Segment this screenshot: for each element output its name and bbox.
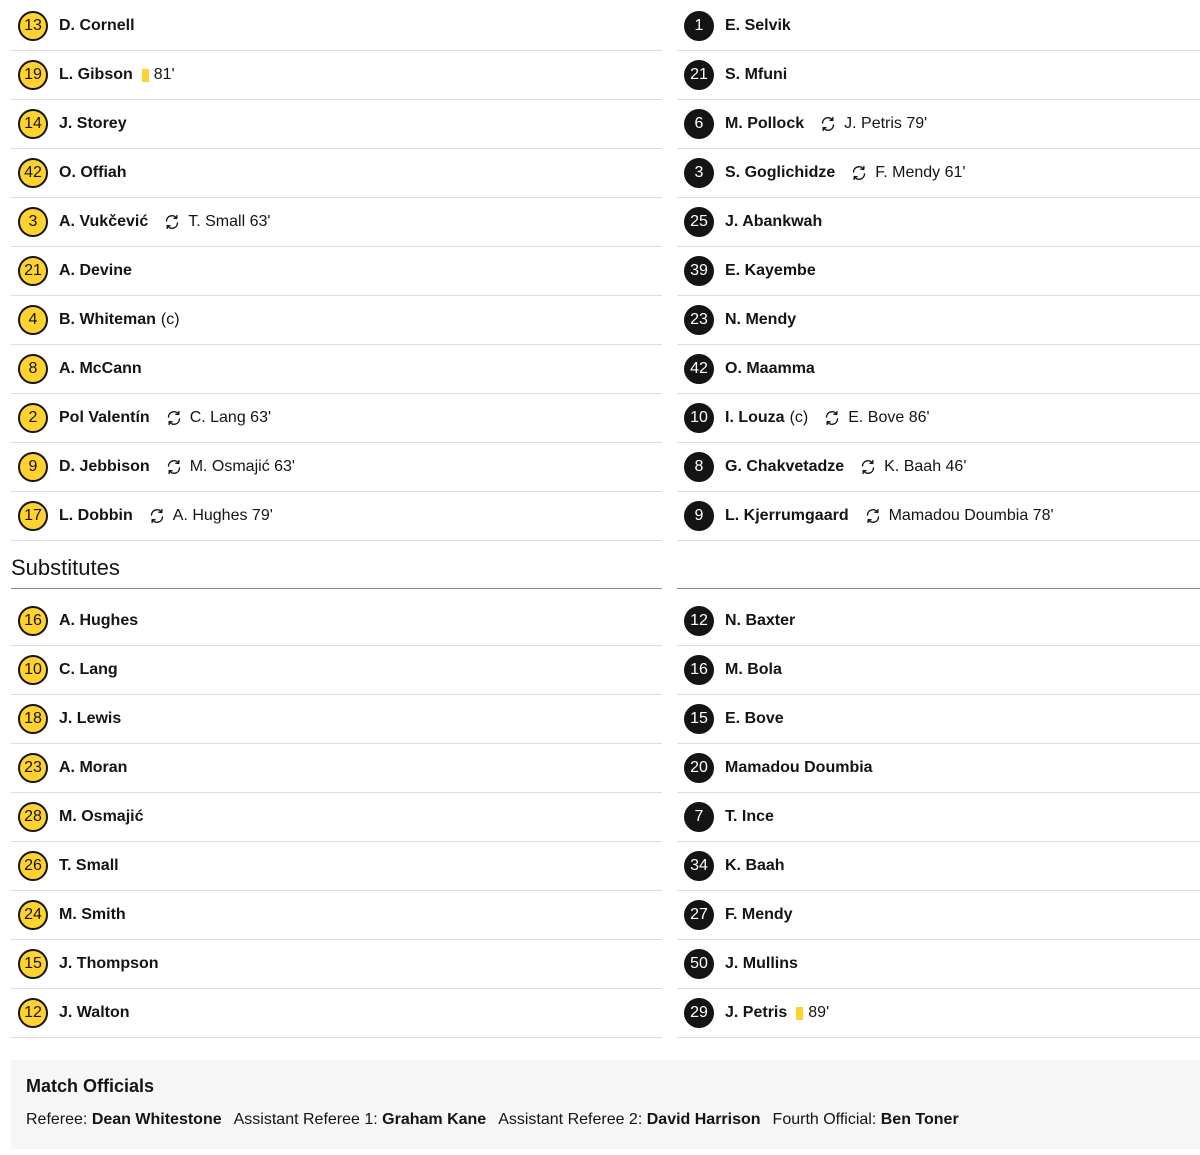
player-row	[11, 891, 662, 940]
substitution-info[interactable]: K. Baah 46'	[884, 458, 967, 475]
shirt-number-badge: 24	[18, 900, 48, 930]
substitution-info[interactable]: T. Small 63'	[188, 213, 271, 230]
official-item	[26, 1111, 222, 1128]
player-row	[677, 492, 1200, 541]
player-name[interactable]: O. Offiah	[59, 164, 127, 181]
player-row	[11, 100, 662, 149]
official-item	[498, 1111, 760, 1128]
substitution-arrows-icon	[819, 115, 837, 133]
shirt-number-badge: 7	[684, 802, 714, 832]
player-name[interactable]: E. Bove	[725, 710, 784, 727]
player-row	[677, 296, 1200, 345]
home-starters	[11, 2, 662, 541]
player-row	[11, 842, 662, 891]
substitution-arrows-icon	[165, 409, 183, 427]
player-name[interactable]: A. Hughes	[59, 612, 139, 629]
player-row	[11, 247, 662, 296]
substitution-arrows-icon	[823, 409, 841, 427]
shirt-number-badge: 3	[684, 158, 714, 188]
shirt-number-badge: 50	[684, 949, 714, 979]
shirt-number-badge: 25	[684, 207, 714, 237]
player-row	[677, 198, 1200, 247]
player-name[interactable]: S. Goglichidze	[725, 164, 836, 181]
player-name[interactable]: A. Vukčević	[59, 213, 149, 230]
player-row	[11, 345, 662, 394]
player-name[interactable]: M. Pollock	[725, 115, 805, 132]
substitution-arrows-icon	[864, 507, 882, 525]
match-officials-panel	[11, 1060, 1200, 1149]
player-row	[677, 891, 1200, 940]
shirt-number-badge: 10	[684, 403, 714, 433]
away-starters	[677, 2, 1200, 541]
player-name[interactable]: J. Lewis	[59, 710, 122, 727]
substitution-arrows-icon	[850, 164, 868, 182]
card-minute: 81'	[153, 66, 175, 83]
player-name[interactable]: C. Lang	[59, 661, 118, 678]
yellow-card-icon	[796, 1007, 803, 1020]
shirt-number-badge: 34	[684, 851, 714, 881]
player-name[interactable]: J. Walton	[59, 1004, 130, 1021]
shirt-number-badge: 42	[684, 354, 714, 384]
player-row	[677, 940, 1200, 989]
shirt-number-badge: 13	[18, 11, 48, 41]
player-name[interactable]: F. Mendy	[725, 906, 793, 923]
captain-marker: (c)	[160, 311, 180, 328]
official-name: Ben Toner	[880, 1111, 959, 1128]
player-row	[11, 394, 662, 443]
official-role: Fourth Official:	[772, 1111, 877, 1128]
official-item	[773, 1111, 959, 1128]
official-role: Referee:	[26, 1111, 88, 1128]
player-name[interactable]: J. Thompson	[59, 955, 159, 972]
player-name[interactable]: T. Ince	[725, 808, 774, 825]
player-row	[11, 793, 662, 842]
shirt-number-badge: 27	[684, 900, 714, 930]
player-name[interactable]: I. Louza	[725, 409, 785, 426]
substitution-info[interactable]: C. Lang 63'	[189, 409, 272, 426]
shirt-number-badge: 29	[684, 998, 714, 1028]
player-name[interactable]: B. Whiteman	[59, 311, 156, 328]
player-row	[677, 597, 1200, 646]
match-officials-title: Match Officials	[26, 1076, 155, 1096]
shirt-number-badge: 1	[684, 11, 714, 41]
player-row	[677, 744, 1200, 793]
player-name[interactable]: E. Selvik	[725, 17, 791, 34]
player-row	[11, 2, 662, 51]
shirt-number-badge: 8	[18, 354, 48, 384]
shirt-number-badge: 16	[18, 606, 48, 636]
shirt-number-badge: 15	[18, 949, 48, 979]
yellow-card-icon	[142, 69, 149, 82]
player-name[interactable]: O. Maamma	[725, 360, 815, 377]
player-row	[11, 744, 662, 793]
player-name[interactable]: J. Petris	[725, 1004, 788, 1021]
substitution-arrows-icon	[163, 213, 181, 231]
player-name[interactable]: D. Cornell	[59, 17, 135, 34]
shirt-number-badge: 10	[18, 655, 48, 685]
substitution-arrows-icon	[850, 164, 868, 182]
substitution-arrows-icon	[823, 409, 841, 427]
substitution-info[interactable]: E. Bove 86'	[848, 409, 930, 426]
shirt-number-badge: 9	[684, 501, 714, 531]
player-row	[11, 989, 662, 1038]
player-name[interactable]: T. Small	[59, 857, 119, 874]
official-item	[234, 1111, 487, 1128]
player-name[interactable]: L. Kjerrumgaard	[725, 507, 849, 524]
officials-list	[26, 1111, 1185, 1129]
player-row	[677, 842, 1200, 891]
player-name[interactable]: M. Osmajić	[59, 808, 144, 825]
player-name[interactable]: S. Mfuni	[725, 66, 788, 83]
shirt-number-badge: 15	[684, 704, 714, 734]
player-row	[677, 443, 1200, 492]
player-name[interactable]: L. Gibson	[59, 66, 133, 83]
official-name: Graham Kane	[382, 1111, 487, 1128]
player-name[interactable]: E. Kayembe	[725, 262, 816, 279]
player-name[interactable]: N. Baxter	[725, 612, 796, 629]
substitution-arrows-icon	[163, 213, 181, 231]
shirt-number-badge: 23	[18, 753, 48, 783]
player-row	[11, 695, 662, 744]
away-substitutes	[677, 597, 1200, 1038]
substitution-info[interactable]: J. Petris 79'	[844, 115, 928, 132]
shirt-number-badge: 12	[18, 998, 48, 1028]
player-row	[677, 2, 1200, 51]
player-row	[11, 296, 662, 345]
player-row	[11, 51, 662, 100]
player-name[interactable]: M. Smith	[59, 906, 126, 923]
shirt-number-badge: 12	[684, 606, 714, 636]
card-minute: 89'	[808, 1004, 830, 1021]
player-name[interactable]: D. Jebbison	[59, 458, 150, 475]
substitutes-header	[11, 553, 1200, 589]
player-row	[677, 100, 1200, 149]
player-row	[11, 149, 662, 198]
substitution-arrows-icon	[165, 409, 183, 427]
shirt-number-badge: 19	[18, 60, 48, 90]
player-row	[677, 793, 1200, 842]
substitution-arrows-icon	[819, 115, 837, 133]
substitution-info[interactable]: Mamadou Doumbia 78'	[888, 507, 1054, 524]
official-role: Assistant Referee 2:	[498, 1111, 643, 1128]
substitution-info[interactable]: A. Hughes 79'	[172, 507, 273, 524]
player-name[interactable]: G. Chakvetadze	[725, 458, 845, 475]
shirt-number-badge: 16	[684, 655, 714, 685]
player-row	[677, 646, 1200, 695]
shirt-number-badge: 20	[684, 753, 714, 783]
substitution-arrows-icon	[165, 458, 183, 476]
official-name: Dean Whitestone	[91, 1111, 222, 1128]
player-name[interactable]: K. Baah	[725, 857, 785, 874]
substitution-arrows-icon	[148, 507, 166, 525]
player-row	[677, 247, 1200, 296]
official-name: David Harrison	[646, 1111, 761, 1128]
shirt-number-badge: 21	[684, 60, 714, 90]
shirt-number-badge: 17	[18, 501, 48, 531]
substitution-arrows-icon	[859, 458, 877, 476]
official-role: Assistant Referee 1:	[233, 1111, 378, 1128]
shirt-number-badge: 18	[18, 704, 48, 734]
shirt-number-badge: 23	[684, 305, 714, 335]
player-row	[11, 198, 662, 247]
player-name[interactable]: J. Mullins	[725, 955, 798, 972]
shirt-number-badge: 3	[18, 207, 48, 237]
shirt-number-badge: 6	[684, 109, 714, 139]
player-row	[677, 394, 1200, 443]
shirt-number-badge: 42	[18, 158, 48, 188]
player-row	[677, 989, 1200, 1038]
player-row	[11, 646, 662, 695]
player-row	[677, 345, 1200, 394]
shirt-number-badge: 2	[18, 403, 48, 433]
shirt-number-badge: 39	[684, 256, 714, 286]
player-name[interactable]: A. Moran	[59, 759, 128, 776]
player-name[interactable]: J. Abankwah	[725, 213, 823, 230]
player-row	[11, 443, 662, 492]
player-name[interactable]: Mamadou Doumbia	[725, 759, 873, 776]
divider	[677, 588, 1200, 589]
divider	[11, 588, 662, 589]
player-name[interactable]: M. Bola	[725, 661, 782, 678]
substitutes-title: Substitutes	[11, 555, 120, 580]
substitution-arrows-icon	[148, 507, 166, 525]
player-name[interactable]: Pol Valentín	[59, 409, 150, 426]
substitution-arrows-icon	[864, 507, 882, 525]
player-row	[11, 940, 662, 989]
shirt-number-badge: 21	[18, 256, 48, 286]
player-row	[677, 51, 1200, 100]
shirt-number-badge: 8	[684, 452, 714, 482]
shirt-number-badge: 4	[18, 305, 48, 335]
substitution-arrows-icon	[859, 458, 877, 476]
substitution-info[interactable]: F. Mendy 61'	[875, 164, 966, 181]
player-row	[677, 695, 1200, 744]
shirt-number-badge: 28	[18, 802, 48, 832]
player-name[interactable]: L. Dobbin	[59, 507, 133, 524]
home-substitutes	[11, 597, 662, 1038]
player-row	[677, 149, 1200, 198]
substitution-arrows-icon	[165, 458, 183, 476]
player-name[interactable]: N. Mendy	[725, 311, 797, 328]
player-row	[11, 597, 662, 646]
substitution-info[interactable]: M. Osmajić 63'	[189, 458, 295, 475]
player-row	[11, 492, 662, 541]
player-name[interactable]: J. Storey	[59, 115, 127, 132]
shirt-number-badge: 26	[18, 851, 48, 881]
shirt-number-badge: 9	[18, 452, 48, 482]
shirt-number-badge: 14	[18, 109, 48, 139]
player-name[interactable]: A. Devine	[59, 262, 132, 279]
captain-marker: (c)	[789, 409, 809, 426]
player-name[interactable]: A. McCann	[59, 360, 142, 377]
